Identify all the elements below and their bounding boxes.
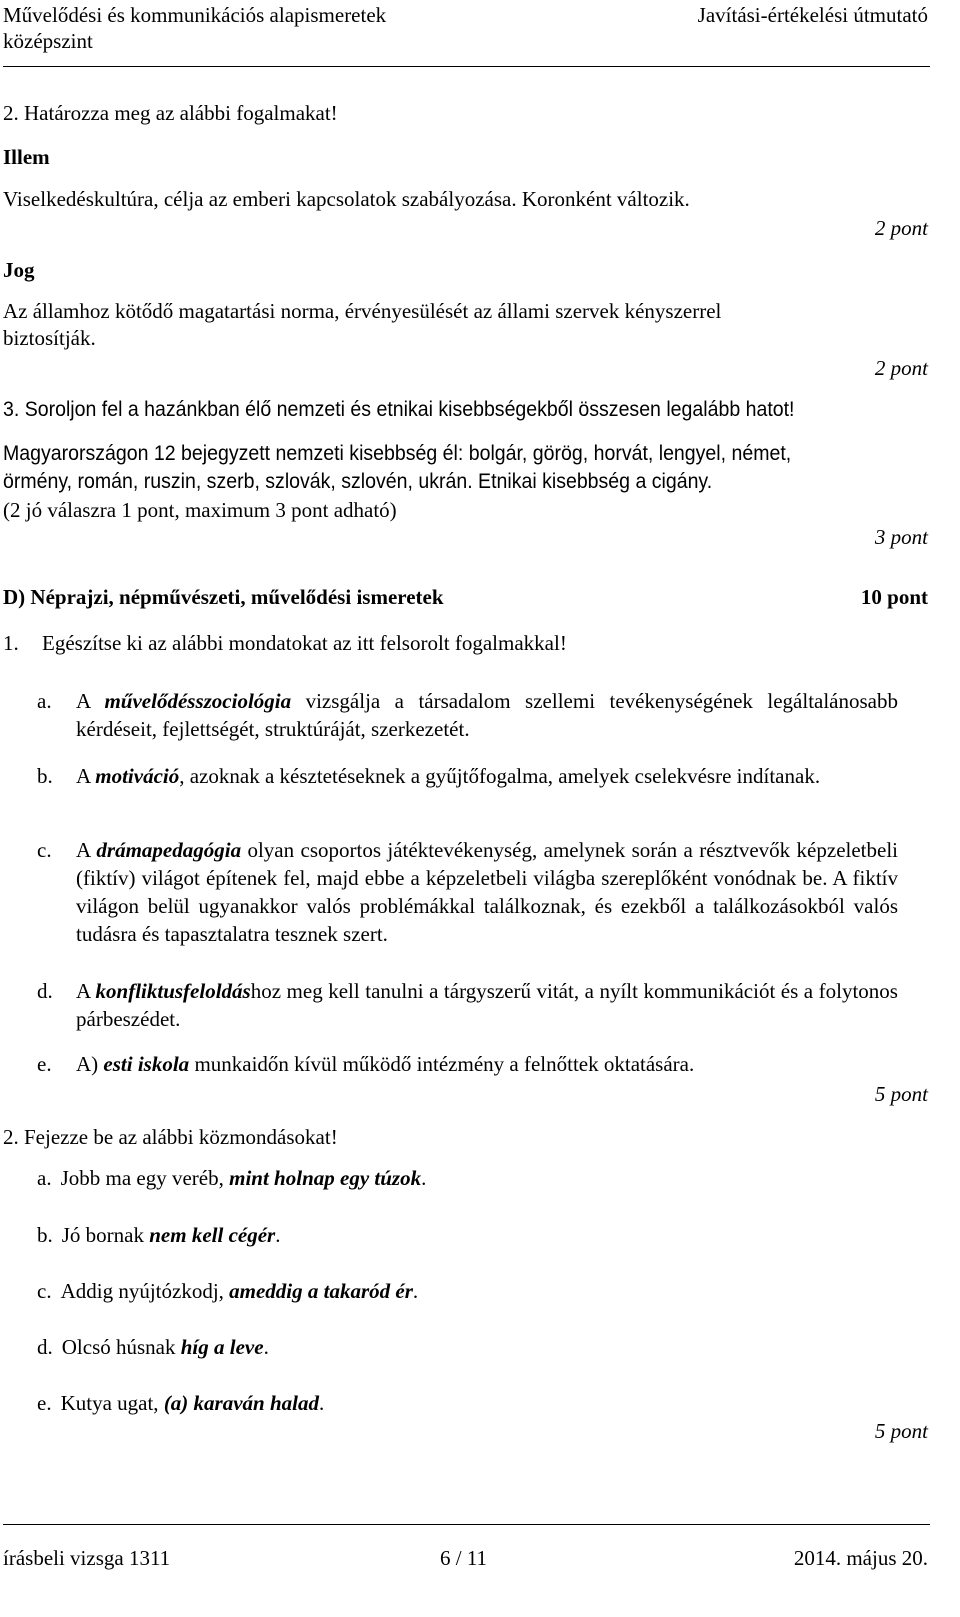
d1-d-label: d. (37, 979, 53, 1003)
q2-points-1: 2 pont (874, 216, 928, 240)
d1-e-term: esti iskola (103, 1052, 190, 1076)
q2-def-illem: Viselkedéskultúra, célja az emberi kapcsolatok szabályozása. Koronként változik. (3, 187, 690, 211)
q2-term-illem: Illem (3, 145, 50, 169)
d2-item-b: b. Jó bornak nem kell cégér. (37, 1223, 281, 1247)
d1-d-sentence: A konfliktusfeloldáshoz meg kell tanulni a tárgyszerű vitát, a nyílt kommunikációt és a folytonos párbeszédet. (76, 979, 898, 1031)
d1-a-label: a. (37, 689, 52, 713)
d1-c-sentence: A drámapedagógia olyan csoportos játéktevékenység, amelynek során a résztvevők képzeletbeli (fiktív) világot építenek fel, majd ebbe a képzeletbeli világba szereplőként vonódnak be. A fiktív világon belül ugyanakkor valós problémákkal találkoznak, és ezekből a találkozásokból valós tudásra és tapasztalatra tesznek szert. (76, 838, 899, 946)
d2-item-e-answer: (a) karaván halad (163, 1391, 319, 1415)
header-level: középszint (3, 29, 93, 53)
d2-item-a: a. Jobb ma egy veréb, mint holnap egy túzok. (37, 1166, 427, 1190)
d2-item-e: e. Kutya ugat, (a) karaván halad. (37, 1391, 325, 1415)
q2-def-jog-line1: Az államhoz kötődő magatartási norma, érvényesülését az állami szervek kényszerrel (3, 299, 722, 323)
q3-answer-line2: örmény, román, ruszin, szerb, szlovák, szlovén, ukrán. Etnikai kisebbség a cigány. (3, 470, 713, 493)
d1-d-term: konfliktusfeloldás (95, 979, 251, 1003)
q3-points: 3 pont (874, 525, 928, 549)
header-title: Művelődési és kommunikációs alapismeretek (3, 3, 387, 27)
section-d-points: 10 pont (860, 585, 928, 609)
q2-term-jog: Jog (3, 258, 35, 282)
d1-b-term: motiváció (95, 764, 180, 788)
d1-a-term: művelődésszociológia (104, 689, 292, 713)
d2-item-c-answer: ameddig a takaród ér (229, 1279, 413, 1303)
d1-e-label: e. (37, 1052, 52, 1076)
d2-item-d: d. Olcsó húsnak híg a leve. (37, 1335, 269, 1359)
d2-item-d-answer: híg a leve (180, 1335, 264, 1359)
d1-a-sentence: A művelődésszociológia vizsgálja a társadalom szellemi tevékenységének legáltalánosabb kérdéseit, fejlettségét, struktúráját, szerkezetét. (76, 689, 898, 741)
d1-points: 5 pont (874, 1082, 928, 1106)
d1-c-term: drámapedagógia (96, 838, 242, 862)
d2-item-c: c. Addig nyújtózkodj, ameddig a takaród ér. (37, 1279, 419, 1303)
d1-title: Egészítse ki az alábbi mondatokat az itt felsorolt fogalmakkal! (42, 631, 567, 655)
d1-number: 1. (3, 631, 19, 655)
d2-title: 2. Fejezze be az alábbi közmondásokat! (3, 1125, 338, 1149)
d2-points: 5 pont (874, 1419, 928, 1443)
section-d-title: D) Néprajzi, népművészeti, művelődési ismeretek (3, 585, 444, 609)
footer-rule (3, 1524, 930, 1525)
q2-def-jog-line2: biztosítják. (3, 326, 96, 350)
d2-item-b-answer: nem kell cégér (149, 1223, 276, 1247)
q3-scoring-note: (2 jó válaszra 1 pont, maximum 3 pont adható) (3, 498, 397, 522)
d2-item-a-answer: mint holnap egy túzok (229, 1166, 422, 1190)
q3-title: 3. Soroljon fel a hazánkban élő nemzeti és etnikai kisebbségekből összesen legalább hatot! (3, 398, 795, 421)
d1-b-sentence: A motiváció, azoknak a késztetéseknek a gyűjtőfogalma, amelyek cselekvésre indítanak. (76, 764, 821, 788)
d1-e-sentence: A) esti iskola munkaidőn kívül működő intézmény a felnőttek oktatására. (76, 1052, 695, 1076)
header-guide: Javítási-értékelési útmutató (697, 3, 928, 27)
header-rule (3, 66, 930, 67)
q3-answer-line1: Magyarországon 12 bejegyzett nemzeti kisebbség él: bolgár, görög, horvát, lengyel, német, (3, 442, 792, 465)
footer-page-number: 6 / 11 (440, 1546, 488, 1570)
d1-b-label: b. (37, 764, 53, 788)
footer-date: 2014. május 20. (793, 1546, 928, 1570)
footer-exam: írásbeli vizsga 1311 (3, 1546, 171, 1570)
d1-c-label: c. (37, 838, 52, 862)
q2-title: 2. Határozza meg az alábbi fogalmakat! (3, 101, 338, 125)
q2-points-2: 2 pont (874, 356, 928, 380)
